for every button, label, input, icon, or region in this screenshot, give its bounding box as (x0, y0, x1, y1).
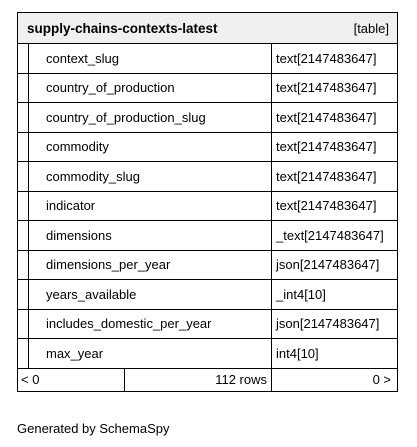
row-gutter (18, 44, 28, 73)
row-gutter (18, 74, 28, 103)
column-list (18, 44, 397, 369)
column-row[interactable] (18, 162, 397, 192)
column-type: text[2147483647] (271, 162, 397, 191)
column-name: includes_domestic_per_year (28, 310, 271, 339)
row-gutter (18, 192, 28, 221)
parent-count: < 0 (21, 372, 40, 387)
column-name: years_available (28, 280, 271, 309)
column-type: text[2147483647] (271, 103, 397, 132)
row-gutter (18, 162, 28, 191)
column-type: int4[10] (271, 339, 397, 368)
table-header (18, 13, 397, 44)
child-count: 0 > (271, 369, 397, 391)
column-row[interactable] (18, 192, 397, 222)
row-gutter (18, 310, 28, 339)
column-row[interactable] (18, 310, 397, 340)
column-type: text[2147483647] (271, 192, 397, 221)
column-row[interactable] (18, 103, 397, 133)
row-gutter (18, 221, 28, 250)
column-type: json[2147483647] (271, 251, 397, 280)
column-row[interactable] (18, 221, 397, 251)
table-entity (17, 12, 398, 392)
column-type: _int4[10] (271, 280, 397, 309)
column-type: json[2147483647] (271, 310, 397, 339)
column-name: dimensions (28, 221, 271, 250)
column-name: context_slug (28, 44, 271, 73)
column-type: text[2147483647] (271, 44, 397, 73)
row-gutter (18, 133, 28, 162)
column-row[interactable] (18, 251, 397, 281)
column-type: text[2147483647] (271, 133, 397, 162)
column-name: commodity (28, 133, 271, 162)
table-kind: [table] (353, 20, 389, 36)
column-name: country_of_production_slug (28, 103, 271, 132)
column-type: text[2147483647] (271, 74, 397, 103)
row-gutter (18, 280, 28, 309)
column-name: country_of_production (28, 74, 271, 103)
column-row[interactable] (18, 339, 397, 369)
column-name: indicator (28, 192, 271, 221)
column-row[interactable] (18, 44, 397, 74)
column-name: max_year (28, 339, 271, 368)
table-name[interactable]: supply-chains-contexts-latest (27, 20, 218, 36)
row-gutter (18, 339, 28, 368)
column-name: dimensions_per_year (28, 251, 271, 280)
column-row[interactable] (18, 74, 397, 104)
row-count: 112 rows (124, 369, 271, 391)
row-gutter (18, 103, 28, 132)
generated-by-note: Generated by SchemaSpy (17, 421, 170, 436)
column-row[interactable] (18, 280, 397, 310)
column-type: _text[2147483647] (271, 221, 397, 250)
column-row[interactable] (18, 133, 397, 163)
column-name: commodity_slug (28, 162, 271, 191)
row-gutter (18, 251, 28, 280)
table-footer (18, 369, 397, 391)
